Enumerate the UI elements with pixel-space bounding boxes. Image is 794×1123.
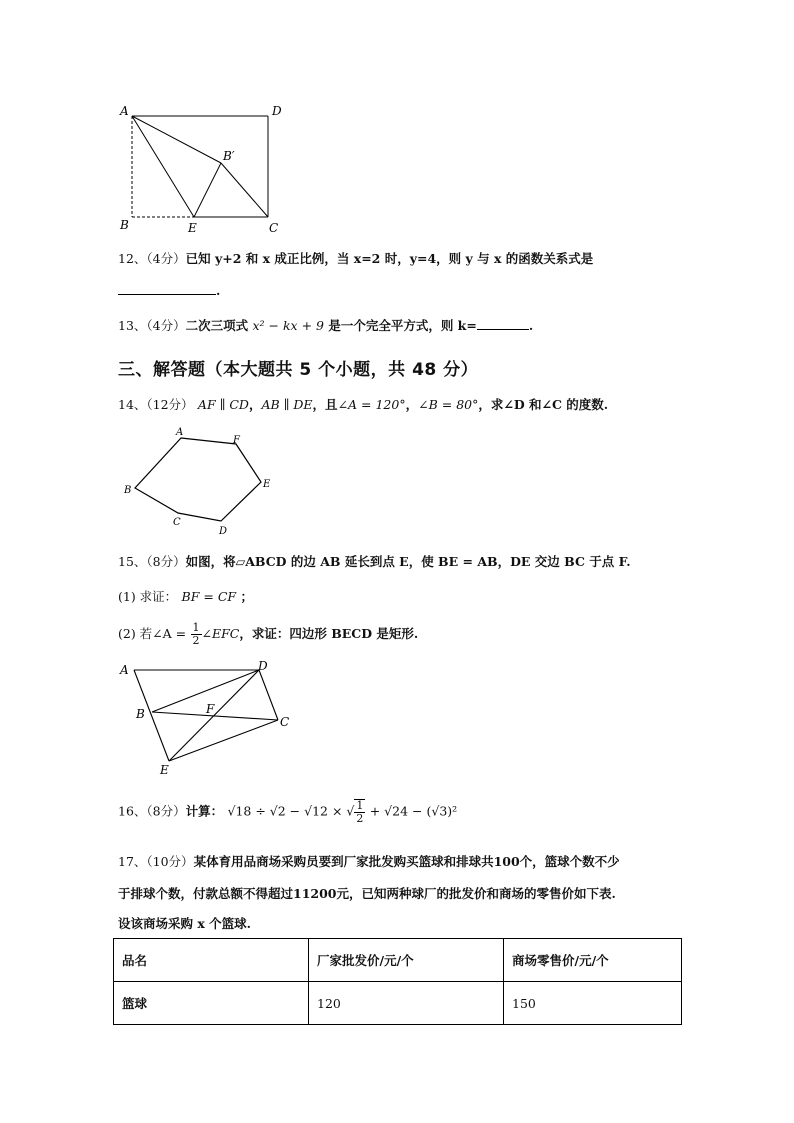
q13-expression: x² − kx + 9 <box>252 318 324 333</box>
label-f: F <box>233 435 240 446</box>
fraction-one-half <box>191 622 202 647</box>
part-1-expression: BF = CF <box>181 589 237 604</box>
label-a: A <box>120 104 129 118</box>
label-a: A <box>120 663 129 677</box>
fraction-numerator: 1 <box>356 799 364 812</box>
q14-cond-1: AF ∥ CD <box>197 397 249 412</box>
table-header-cell: 品名 <box>114 939 309 982</box>
fraction-denominator: 2 <box>192 634 200 647</box>
label-c: C <box>280 715 290 729</box>
table-cell: 120 <box>309 982 504 1025</box>
table-cell: 篮球 <box>114 982 309 1025</box>
table-header-cell: 商场零售价/元/个 <box>504 939 682 982</box>
q11-figure <box>112 98 302 238</box>
rectangle-abcd <box>132 116 268 217</box>
label-e: E <box>188 221 197 235</box>
label-b-prime: B′ <box>223 149 235 163</box>
question-text: 如图，将▱ABCD 的边 AB 延长到点 E，使 BE = AB，DE 交边 BC 于点 F. <box>185 554 631 569</box>
label-c: C <box>269 221 279 235</box>
fraction-numerator: 1 <box>192 621 200 634</box>
q16-label: 计算： <box>185 803 224 819</box>
q14-sep-1: ， <box>248 397 262 412</box>
part-2-label: (2) 若∠A = <box>118 626 187 641</box>
question-number: 17、（10分） <box>118 854 194 869</box>
q17-line-2: 于排球个数，付款总额不得超过11200元，已知两种球厂的批发价和商场的零售价如下表. <box>118 886 616 901</box>
question-number: 15、（8分） <box>118 554 186 569</box>
q15-part-2 <box>118 622 418 647</box>
q14-hexagon-figure <box>118 424 278 540</box>
q16-expression-a: √18 ÷ √2 − √12 × √ <box>227 803 355 819</box>
question-14 <box>118 395 608 413</box>
part-2-angle: ∠EFC <box>201 626 240 641</box>
q14-ask: ，求∠D 和∠C 的度数. <box>478 397 609 412</box>
question-15 <box>118 552 631 570</box>
question-13 <box>118 316 533 334</box>
label-f: F <box>206 702 215 716</box>
q12-answer-line <box>118 280 220 299</box>
label-e: E <box>160 763 169 777</box>
table-header-row <box>114 939 682 982</box>
question-text: 已知 y+2 和 x 成正比例，当 x=2 时，y=4，则 y 与 x 的函数关系式是 <box>185 251 594 266</box>
section-3-heading: 三、解答题（本大题共 5 个小题，共 48 分） <box>118 360 479 380</box>
question-16 <box>118 799 457 825</box>
q17-line-3: 设该商场采购 x 个篮球. <box>118 916 252 931</box>
q14-sep-2: ， <box>405 397 419 412</box>
label-b: B <box>120 218 129 232</box>
q17-line-3-row <box>118 914 251 932</box>
part-1-label: (1) 求证： <box>118 589 178 604</box>
table-row <box>114 982 682 1025</box>
q17-line-2-row <box>118 884 616 902</box>
q16-fraction <box>354 799 365 825</box>
q14-cond-3: ∠A = 120° <box>337 397 406 412</box>
question-12 <box>118 249 593 267</box>
question-17 <box>118 852 620 870</box>
q15-parallelogram-figure <box>112 658 302 780</box>
fraction-denominator: 2 <box>356 812 364 825</box>
question-number: 13、（4分） <box>118 318 186 333</box>
price-table <box>113 938 682 1025</box>
question-number: 12、（4分） <box>118 251 186 266</box>
question-post: 是一个完全平方式，则 k= <box>328 318 477 333</box>
label-a: A <box>176 427 184 438</box>
table-header-cell: 厂家批发价/元/个 <box>309 939 504 982</box>
question-number: 14、（12分） <box>118 397 194 412</box>
label-b: B <box>124 485 132 496</box>
q15-part-1 <box>118 587 253 605</box>
question-pre: 二次三项式 <box>185 318 249 333</box>
hexagon-abcdef <box>135 438 261 521</box>
q13-period: . <box>528 318 534 333</box>
q14-cond-2: AB ∥ DE <box>261 397 313 412</box>
label-c: C <box>173 517 181 528</box>
q14-cond-4: ∠B = 80° <box>418 397 479 412</box>
label-e: E <box>263 479 271 490</box>
q16-expression-b: + √24 − (√3)² <box>369 803 458 819</box>
label-d: D <box>219 526 228 537</box>
label-d: D <box>272 104 282 118</box>
table-cell: 150 <box>504 982 682 1025</box>
q14-mid: ，且 <box>312 397 338 412</box>
part-2-tail: ，求证：四边形 BECD 是矩形. <box>239 626 419 641</box>
q12-period: . <box>216 283 221 298</box>
question-number: 16、（8分） <box>118 803 186 819</box>
label-b: B <box>136 707 145 721</box>
part-1-tail: ； <box>240 589 253 604</box>
label-d: D <box>258 659 268 673</box>
q17-line-1: 某体育用品商场采购员要到厂家批发购买篮球和排球共100个，篮球个数不少 <box>193 854 620 869</box>
